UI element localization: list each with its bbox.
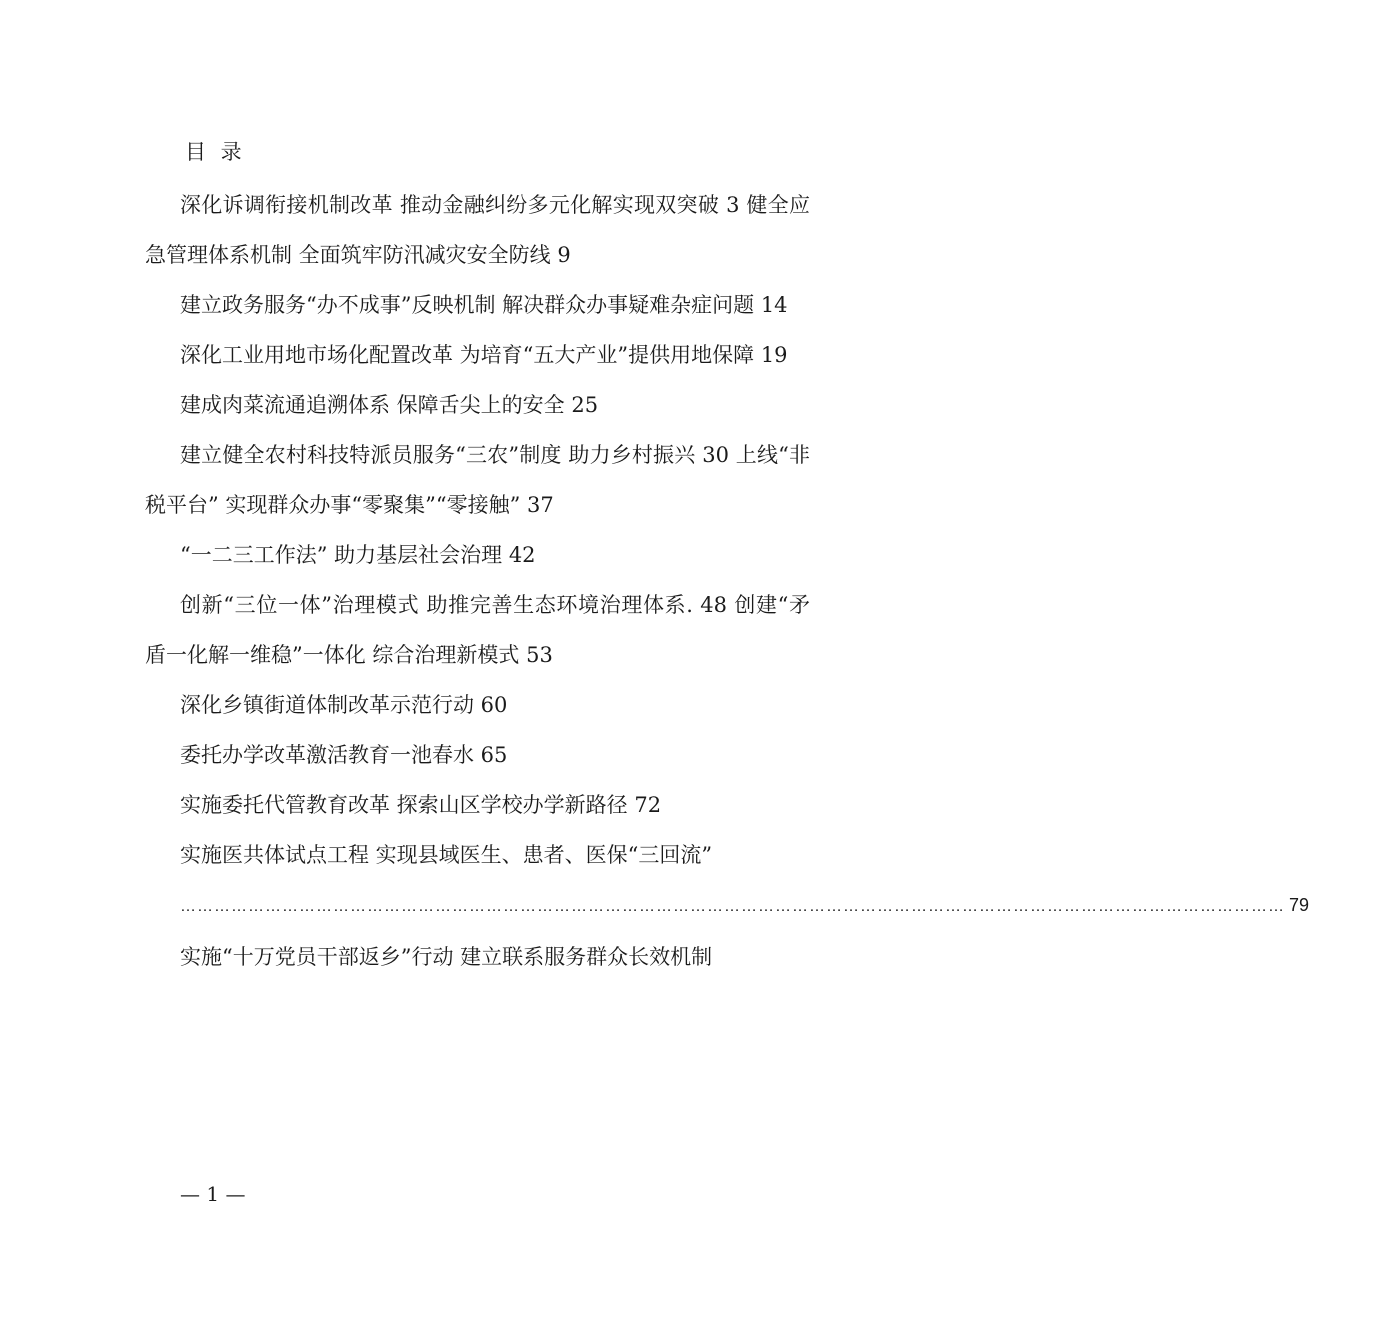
toc-list <box>145 180 1310 982</box>
toc-entry: 委托办学改革激活教育一池春水 65 <box>180 743 508 767</box>
toc-entry: 实施“十万党员干部返乡”行动 建立联系服务群众长效机制 <box>180 945 713 969</box>
toc-entry: 建成肉菜流通追溯体系 保障舌尖上的安全 25 <box>180 393 599 417</box>
toc-entry: “一二三工作法” 助力基层社会治理 42 <box>180 543 536 567</box>
toc-entry: 建立健全农村科技特派员服务“三农”制度 助力乡村振兴 30 上线“非税平台” 实现群众办事“零聚集”“零接触” 37 <box>145 443 810 517</box>
toc-entry: 深化诉调衔接机制改革 推动金融纠纷多元化解实现双突破 3 健全应急管理体系机制 全面筑牢防汛减灾安全防线 9 <box>145 193 810 267</box>
toc-entry: 实施医共体试点工程 实现县域医生、患者、医保“三回流” <box>180 843 713 867</box>
page-number: — 1 — <box>180 1182 246 1206</box>
toc-leader-line <box>145 880 1310 932</box>
toc-entry: 深化工业用地市场化配置改革 为培育“五大产业”提供用地保障 19 <box>180 343 788 367</box>
toc-page-number: 79 <box>1289 895 1310 915</box>
toc-heading: 目 录 <box>185 140 246 164</box>
toc-entry: 深化乡镇街道体制改革示范行动 60 <box>180 693 508 717</box>
toc-entry: 建立政务服务“办不成事”反映机制 解决群众办事疑难杂症问题 14 <box>180 293 788 317</box>
toc-entry: 创新“三位一体”治理模式 助推完善生态环境治理体系. 48 创建“矛盾一化解一维稳”一体化 综合治理新模式 53 <box>145 593 810 667</box>
toc-entry: 实施委托代管教育改革 探索山区学校办学新路径 72 <box>180 793 662 817</box>
toc-leader-dots: …………………………………………………………………………………………………………………………………………………………………………… <box>180 898 1285 915</box>
